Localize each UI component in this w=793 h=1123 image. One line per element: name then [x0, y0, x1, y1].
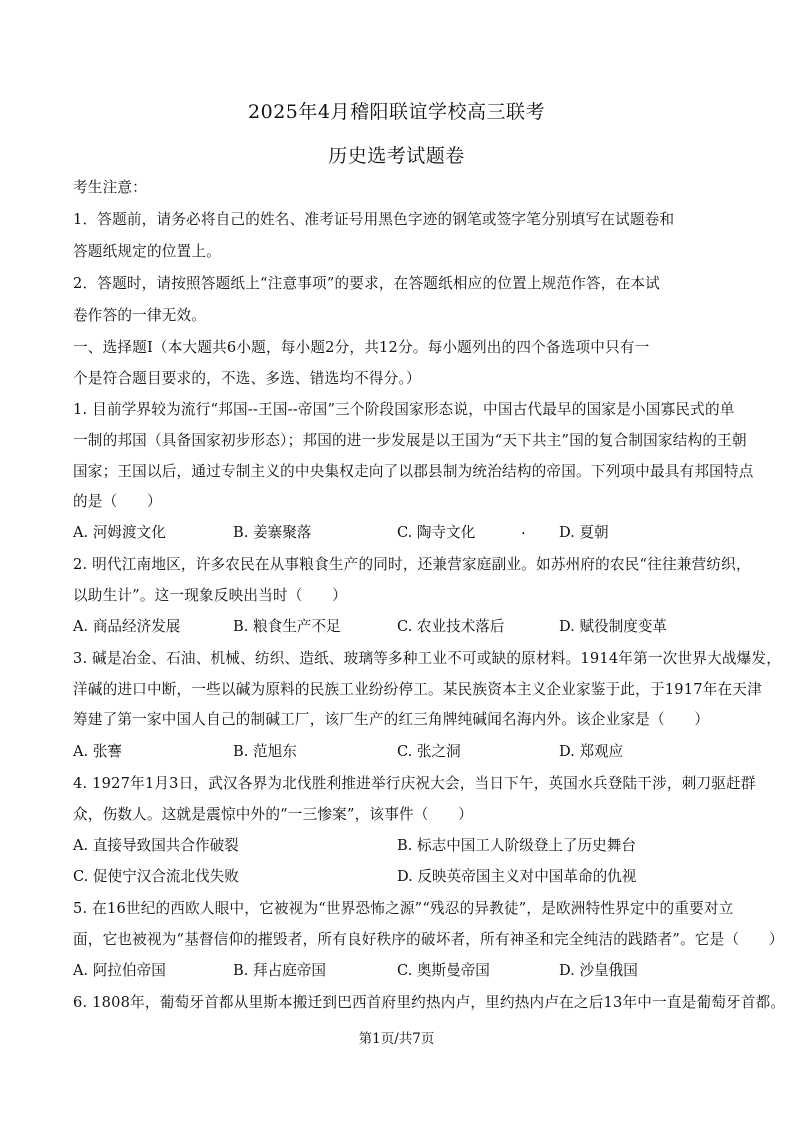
question-5-text: 面，它也被视为“基督信仰的摧毁者，所有良好秩序的破坏者，所有神圣和完全纯洁的践踏者”。它是（ ） [73, 931, 784, 948]
option-a: A. 河姆渡文化 [73, 524, 166, 541]
notice-line: 答题纸规定的位置上。 [73, 243, 221, 260]
exam-title: 2025年4月稽阳联谊学校高三联考 [248, 101, 545, 123]
section-instructions: 个是符合题目要求的，不选、多选、错选均不得分。） [73, 370, 421, 387]
option-c: C. 陶寺文化 [397, 524, 476, 541]
question-3-text: 洋碱的进口中断，一些以碱为原料的民族工业纷纷停工。某民族资本主义企业家鉴于此，于1917年在天津 [73, 681, 762, 698]
question-4-text: 4. 1927年1月3日，武汉各界为北伐胜利推进举行庆祝大会，当日下午，英国水兵登陆干涉，刺刀驱赶群 [73, 775, 756, 792]
question-5-options [73, 959, 733, 983]
section-instructions: 一、选择题Ⅰ（本大题共6小题，每小题2分，共12分。每小题列出的四个备选项中只有一 [73, 339, 650, 356]
question-1-options [73, 521, 733, 545]
notice-line: 1．答题前，请务必将自己的姓名、准考证号用黑色字迹的钢笔或签字笔分别填写在试题卷和 [73, 211, 675, 228]
question-2-text: 2. 明代江南地区，许多农民在从事粮食生产的同时，还兼营家庭副业。如苏州府的农民“往往兼营纺织， [73, 556, 751, 573]
question-2-text: 以助生计”。这一现象反映出当时（ ） [73, 587, 347, 604]
option-b: B. 范旭东 [233, 743, 297, 760]
option-d: D. 郑观应 [559, 743, 624, 760]
option-c: C. 奥斯曼帝国 [397, 962, 490, 979]
option-a: A. 商品经济发展 [73, 618, 181, 635]
question-3-options [73, 740, 733, 764]
question-4-options-row [73, 865, 733, 889]
question-3-text: 筹建了第一家中国人自己的制碱工厂，该厂生产的红三角牌纯碱闻名海内外。该企业家是（ ） [73, 711, 710, 728]
question-1-text: 1. 目前学界较为流行“邦国--王国--帝国”三个阶段国家形态说，中国古代最早的国家是小国寡民式的单 [73, 401, 735, 418]
option-c: C. 促使宁汉合流北伐失败 [73, 868, 239, 885]
option-b: B. 标志中国工人阶级登上了历史舞台 [397, 837, 636, 854]
option-a: A. 阿拉伯帝国 [73, 962, 166, 979]
question-6-text: 6. 1808年，葡萄牙首都从里斯本搬迁到巴西首府里约热内卢，里约热内卢在之后13年中一直是葡萄牙首都。 [73, 994, 786, 1011]
option-a: A. 直接导致国共合作破裂 [73, 837, 239, 854]
exam-subtitle: 历史选考试题卷 [328, 145, 465, 167]
question-4-options-row [73, 834, 733, 858]
page-number: 第1页/共7页 [358, 1031, 435, 1047]
option-c: C. 农业技术落后 [397, 618, 505, 635]
option-b: B. 拜占庭帝国 [233, 962, 326, 979]
option-d: D. 反映英帝国主义对中国革命的仇视 [397, 868, 637, 885]
question-1-text: 的是（ ） [73, 493, 162, 510]
option-d: D. 沙皇俄国 [559, 962, 638, 979]
question-4-text: 众，伤数人。这就是震惊中外的“一三惨案”，该事件（ ） [73, 806, 473, 823]
question-1-text: 一制的邦国（具备国家初步形态）；邦国的进一步发展是以王国为“天下共主”国的复合制国家结构的王朝 [73, 432, 747, 449]
option-b: B. 粮食生产不足 [233, 618, 341, 635]
notice-heading: 考生注意： [73, 179, 147, 196]
stray-dot-mark: . [521, 521, 526, 538]
question-2-options [73, 615, 733, 639]
option-b: B. 姜寨聚落 [233, 524, 312, 541]
question-1-text: 国家；王国以后，通过专制主义的中央集权走向了以郡县制为统治结构的帝国。下列项中最具有邦国特点 [73, 463, 754, 480]
option-d: D. 赋役制度变革 [559, 618, 668, 635]
notice-line: 2．答题时，请按照答题纸上“注意事项”的要求，在答题纸相应的位置上规范作答，在本试 [73, 275, 660, 292]
option-a: A. 张謇 [73, 743, 123, 760]
option-d: D. 夏朝 [559, 524, 609, 541]
option-c: C. 张之洞 [397, 743, 461, 760]
question-5-text: 5. 在16世纪的西欧人眼中，它被视为“世界恐怖之源”“残忍的异教徒”，是欧洲特性界定中的重要对立 [73, 900, 734, 917]
question-3-text: 3. 碱是冶金、石油、机械、纺织、造纸、玻璃等多种工业不可或缺的原材料。1914年第一次世界大战爆发， [73, 650, 782, 667]
notice-line: 卷作答的一律无效。 [73, 307, 207, 324]
